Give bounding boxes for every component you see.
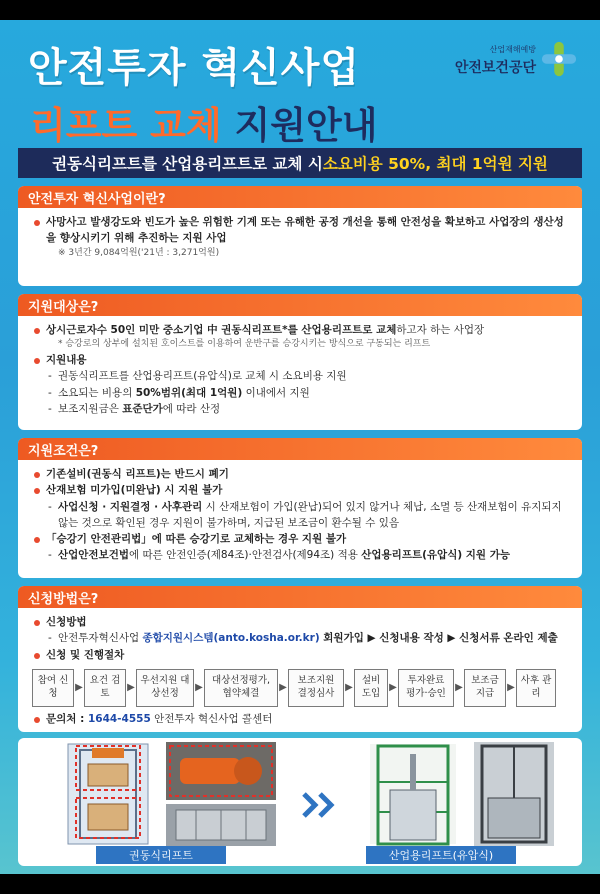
budget-note: ※ 3년간 9,084억원('21년 : 3,271억원): [58, 247, 220, 258]
dash-item: - 보조지원금은 표준단가에 따라 산정: [32, 401, 568, 417]
section-how-to-apply: [18, 586, 582, 732]
bullet-support-content: 지원내용: [32, 352, 568, 368]
section-heading: 신청방법은?: [18, 586, 582, 608]
phone-number[interactable]: 1644-4555: [87, 712, 151, 725]
contact-info: 문의처 : 1644-4555 안전투자 혁신사업 콜센터: [32, 711, 568, 727]
step-box: 대상선정평가, 협약체결: [204, 669, 278, 707]
step-box: 참여 신청: [32, 669, 74, 707]
bullet-method: 신청방법: [32, 614, 568, 630]
main-title: 안전투자 혁신사업: [28, 45, 361, 91]
bullet-elevator-law: 「승강기 안전관리법」에 따른 승강기로 교체하는 경우 지원 불가: [32, 531, 568, 547]
step-box: 보조금 지급: [464, 669, 506, 707]
section-heading: 안전투자 혁신사업이란?: [18, 186, 582, 208]
step-box: 사후 관리: [516, 669, 556, 707]
step-box: 우선지원 대상선정: [136, 669, 194, 707]
logo-name: 안전보건공단: [454, 60, 536, 76]
section-heading: 지원조건은?: [18, 438, 582, 460]
arrow-right-icon: ▶: [507, 682, 515, 694]
sub-title-rest: 지원안내: [221, 104, 378, 147]
arrow-right-icon: ▶: [389, 682, 397, 694]
bullet-insurance: 산재보험 미가입(미완납) 시 지원 불가: [32, 482, 568, 498]
bullet-text: 사망사고 발생강도와 빈도가 높은 위험한 기계 또는 유해한 공정 개선을 통해 안전성을 확보하고 사업장의 생산성을 향상시키기 위해 추진하는 지원 사업: [32, 214, 568, 247]
procedure-flow: [32, 669, 568, 707]
section-eligibility: [18, 294, 582, 430]
section-conditions: [18, 438, 582, 578]
dash-item: - 소요되는 비용의 50%범위(최대 1억원) 이내에서 지원: [32, 385, 568, 401]
caption-hoist-lift: 권동식리프트: [96, 846, 226, 864]
sub-title: [30, 95, 377, 149]
arrow-right-icon: ▶: [75, 682, 83, 694]
step-box: 요건 검토: [84, 669, 126, 707]
bullet-procedure: 신청 및 진행절차: [32, 647, 568, 663]
dash-item: - 산업안전보건법에 따른 안전인증(제84조)·안전검사(제94조) 적용 산업용리프트(유압식) 지원 가능: [32, 547, 568, 563]
kosha-logo: [428, 38, 578, 90]
hoist-motor-photo: [166, 742, 276, 800]
hydraulic-lift-photo: [474, 742, 554, 846]
lift-comparison: [18, 738, 582, 866]
step-box: 투자완료 평가·승인: [398, 669, 454, 707]
bullet-target: 상시근로자수 50인 미만 중소기업 中 권동식리프트*를 산업용리프트로 교체하고자 하는 사업장: [32, 322, 568, 338]
arrow-right-icon: ▶: [455, 682, 463, 694]
logo-small-text: 산업재해예방: [489, 45, 536, 54]
kosha-logo-icon: [540, 40, 578, 78]
banner-highlight: 소요비용 50%, 최대 1억원 지원: [322, 155, 548, 173]
dash-item: - 사업신청 · 지원결정 · 사후관리 시 산재보험이 가입(완납)되어 있지 않거나 체납, 소멸 등 산재보험이 유지되지 않는 것으로 확인된 경우 지원이 불가하며, 지급된 보조금이 환수될 수 있음: [32, 499, 568, 532]
banner-text: 권동식리프트를 산업용리프트로 교체 시: [52, 155, 323, 173]
bullet-disposal: 기존설비(권동식 리프트)는 반드시 폐기: [32, 466, 568, 482]
step-box: 보조지원 결정심사: [288, 669, 344, 707]
lift-definition-note: * 승강로의 상부에 설치된 호이스트를 이용하여 운반구를 승강시키는 방식으로 구동되는 리프트: [58, 339, 431, 350]
arrow-right-icon: ▶: [127, 682, 135, 694]
system-link[interactable]: 종합지원시스템(anto.kosha.or.kr): [142, 632, 320, 645]
arrow-right-icon: ▶: [345, 682, 353, 694]
sub-title-highlight: 리프트 교체: [30, 104, 222, 147]
dash-item: - 안전투자혁신사업 종합지원시스템(anto.kosha.or.kr) 회원가입 ▶ 신청내용 작성 ▶ 신청서류 온라인 제출: [32, 630, 568, 646]
hoist-lift-illustration: [58, 742, 158, 846]
hydraulic-lift-illustration: [358, 742, 468, 846]
arrow-right-icon: ▶: [195, 682, 203, 694]
caption-hydraulic-lift: 산업용리프트(유압식): [366, 846, 516, 864]
section-what-is: [18, 186, 582, 286]
arrow-right-icon: ▶: [279, 682, 287, 694]
step-box: 설비 도입: [354, 669, 388, 707]
lift-car-photo: [166, 804, 276, 846]
support-banner: [18, 148, 582, 178]
chevron-right-icon: [300, 790, 340, 820]
section-heading: 지원대상은?: [18, 294, 582, 316]
dash-item: - 권동식리프트를 산업용리프트(유압식)로 교체 시 소요비용 지원: [32, 368, 568, 384]
poster: [0, 20, 600, 874]
